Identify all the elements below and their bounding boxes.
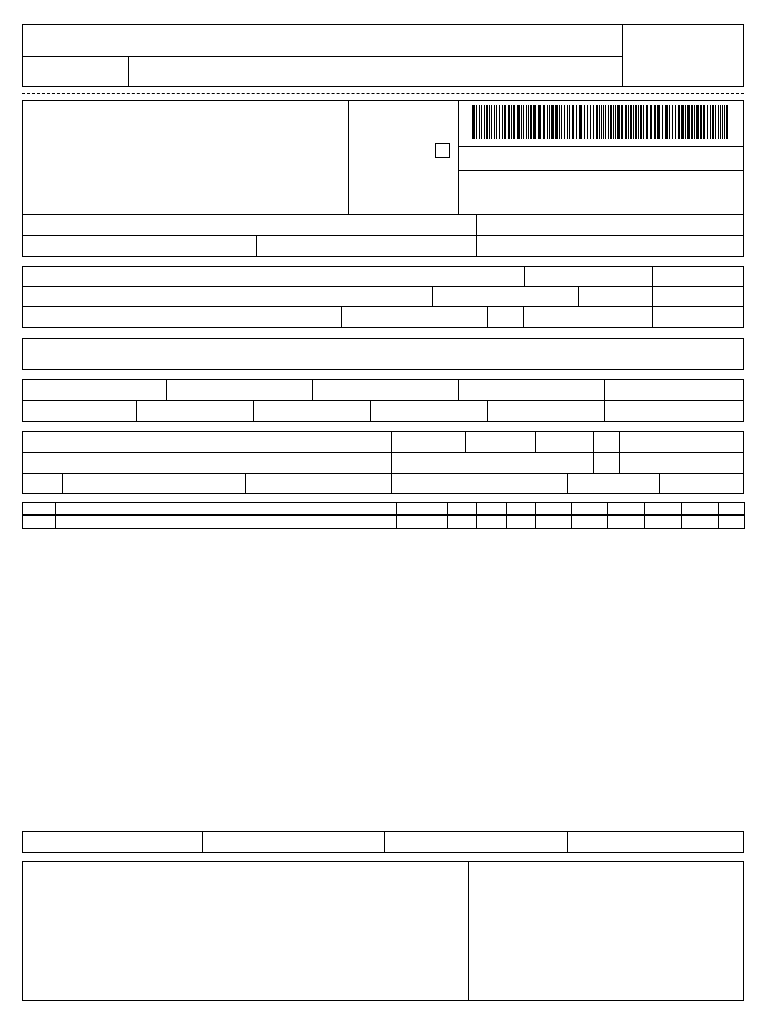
exit-date-field[interactable] [652, 286, 744, 307]
product-col-quantity-cell[interactable] [535, 514, 572, 529]
product-col-unit-cell[interactable] [506, 514, 536, 529]
net-weight-field[interactable] [659, 473, 744, 494]
product-col-ncm-cell[interactable] [396, 514, 448, 529]
state-registration-field[interactable] [22, 235, 257, 257]
authorization-field[interactable] [458, 170, 744, 215]
product-col-cst-cell[interactable] [447, 514, 477, 529]
product-col-icms-base-cell[interactable] [644, 514, 682, 529]
icms-value-field[interactable] [166, 379, 313, 401]
ipi-value-field[interactable] [487, 400, 605, 422]
header-small-field[interactable] [22, 56, 129, 87]
freight-payer-field[interactable] [391, 431, 466, 453]
products-total-field[interactable] [604, 379, 744, 401]
icms-st-value-field[interactable] [458, 379, 605, 401]
product-col-unit-value-cell[interactable] [571, 514, 608, 529]
reserved-fisco-box[interactable] [468, 861, 744, 1001]
volume-brand-field[interactable] [245, 473, 392, 494]
tax-base-icms-st-field[interactable] [312, 379, 459, 401]
recipient-uf-field[interactable] [487, 306, 524, 328]
issqn-base-field[interactable] [384, 831, 568, 853]
product-col-description-cell[interactable] [55, 514, 397, 529]
substitute-registration-field[interactable] [256, 235, 477, 257]
header-wide-field[interactable] [128, 56, 623, 87]
gross-weight-field[interactable] [567, 473, 660, 494]
discount-field[interactable] [253, 400, 371, 422]
sender-block[interactable] [22, 100, 349, 215]
emission-date-field[interactable] [652, 266, 744, 287]
header-title-field[interactable] [22, 24, 623, 57]
additional-info-box[interactable] [22, 861, 469, 1001]
freight-value-field[interactable] [22, 400, 137, 422]
volume-species-field[interactable] [62, 473, 246, 494]
cnpj-field[interactable] [476, 235, 744, 257]
antt-code-field[interactable] [465, 431, 536, 453]
carrier-city-field[interactable] [391, 452, 594, 474]
other-expenses-field[interactable] [370, 400, 488, 422]
volume-quantity-field[interactable] [22, 473, 63, 494]
access-key-field[interactable] [458, 146, 744, 171]
cut-line-divider [22, 93, 744, 94]
insurance-value-field[interactable] [136, 400, 254, 422]
carrier-uf-field[interactable] [593, 452, 620, 474]
recipient-city-field[interactable] [22, 306, 342, 328]
invoice-field[interactable] [22, 338, 744, 370]
product-col-ipi-value-cell[interactable] [718, 514, 745, 529]
vehicle-plate-field[interactable] [535, 431, 594, 453]
carrier-cnpj-field[interactable] [619, 431, 744, 453]
recipient-name-field[interactable] [22, 266, 525, 287]
volume-numbering-field[interactable] [391, 473, 568, 494]
product-col-cfop-cell[interactable] [476, 514, 507, 529]
carrier-name-field[interactable] [22, 431, 392, 453]
nature-operation-field[interactable] [22, 214, 477, 236]
recipient-district-field[interactable] [432, 286, 579, 307]
product-col-total-value-cell[interactable] [607, 514, 645, 529]
protocol-field[interactable] [476, 214, 744, 236]
barcode-icon [470, 105, 730, 141]
recipient-address-field[interactable] [22, 286, 433, 307]
issqn-value-field[interactable] [567, 831, 744, 853]
carrier-ie-field[interactable] [619, 452, 744, 474]
recipient-phone-field[interactable] [341, 306, 488, 328]
tax-base-icms-field[interactable] [22, 379, 167, 401]
product-col-code-cell[interactable] [22, 514, 56, 529]
vehicle-uf-field[interactable] [593, 431, 620, 453]
carrier-address-field[interactable] [22, 452, 392, 474]
recipient-cnpj-field[interactable] [524, 266, 653, 287]
municipal-registration-field[interactable] [22, 831, 203, 853]
type-checkbox[interactable] [435, 143, 450, 158]
header-right-box[interactable] [622, 24, 744, 87]
recipient-ie-field[interactable] [523, 306, 653, 328]
recipient-cep-field[interactable] [578, 286, 653, 307]
invoice-total-field[interactable] [604, 400, 744, 422]
product-col-icms-value-cell[interactable] [681, 514, 719, 529]
services-total-field[interactable] [202, 831, 385, 853]
exit-time-field[interactable] [652, 306, 744, 328]
